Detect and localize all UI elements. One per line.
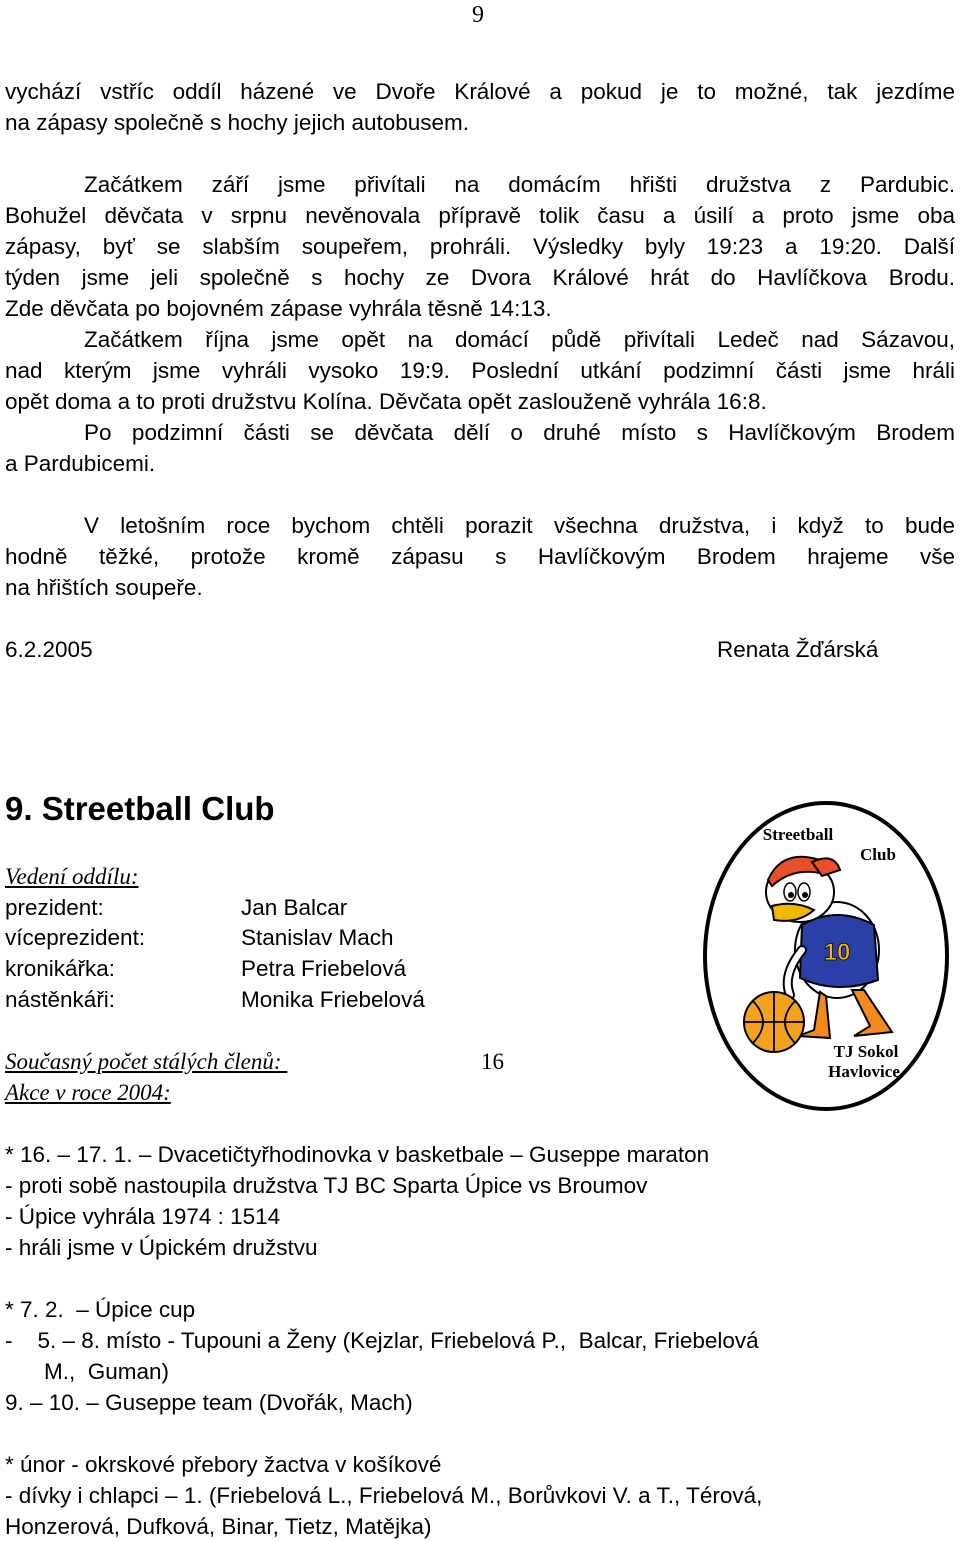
- role-label: kronikářka:: [5, 956, 116, 981]
- action-line: - hráli jsme v Úpickém družstvu: [5, 1235, 318, 1260]
- logo-text: Club: [860, 845, 896, 864]
- paragraph-line: vychází vstříc oddíl házené ve Dvoře Králové a pokud je to možné, tak jezdíme: [5, 79, 955, 104]
- role-label: nástěnkáři:: [5, 987, 116, 1012]
- role-label: víceprezident:: [5, 925, 146, 950]
- members-count: 16: [481, 1049, 504, 1074]
- signature-date: 6.2.2005: [5, 637, 93, 662]
- section-title: 9. Streetball Club: [5, 790, 275, 827]
- action-line: 9. – 10. – Guseppe team (Dvořák, Mach): [5, 1390, 413, 1415]
- logo-text: Havlovice: [828, 1062, 900, 1081]
- action-line: - Úpice vyhrála 1974 : 1514: [5, 1204, 281, 1229]
- page-number: 9: [472, 2, 484, 28]
- action-line: * 16. – 17. 1. – Dvacetičtyřhodinovka v basketbale – Guseppe maraton: [5, 1142, 710, 1167]
- paragraph-line: na hřištích soupeře.: [5, 575, 203, 600]
- role-name: Stanislav Mach: [241, 925, 394, 950]
- paragraph-line: na zápasy společně s hochy jejich autobusem.: [5, 110, 470, 135]
- paragraph-line: Bohužel děvčata v srpnu nevěnovala přípravě tolik času a úsilí a proto jsme oba: [5, 203, 955, 228]
- role-name: Monika Friebelová: [241, 987, 425, 1012]
- logo-text: Streetball: [762, 825, 834, 844]
- logo-text: TJ Sokol: [833, 1042, 899, 1061]
- role-label: prezident:: [5, 895, 104, 920]
- action-line: - proti sobě nastoupila družstva TJ BC Sparta Úpice vs Broumov: [5, 1173, 648, 1198]
- paragraph-line: zápasy, byť se slabším soupeřem, prohráli. Výsledky byly 19:23 a 19:20. Další: [5, 234, 955, 259]
- management-heading: Vedení oddílu:: [5, 864, 139, 889]
- paragraph-line: Začátkem října jsme opět na domácí půdě přivítali Ledeč nad Sázavou,: [84, 327, 955, 352]
- action-line: M., Guman): [44, 1359, 170, 1384]
- members-label: Současný počet stálých členů:: [5, 1049, 288, 1074]
- paragraph-line: V letošním roce bychom chtěli porazit všechna družstva, i když to bude: [84, 513, 955, 538]
- actions-heading: Akce v roce 2004:: [5, 1080, 171, 1105]
- action-line: * únor - okrskové přebory žactva v košíkové: [5, 1452, 442, 1477]
- action-line: * 7. 2. – Úpice cup: [5, 1297, 196, 1322]
- paragraph-line: Zde děvčata po bojovném zápase vyhrála těsně 14:13.: [5, 296, 552, 321]
- signature-name: Renata Žďárská: [717, 637, 879, 662]
- paragraph-line: hodně těžké, protože kromě zápasu s Havlíčkovým Brodem hrajeme vše: [5, 544, 955, 569]
- paragraph-line: opět doma a to proti družstvu Kolína. Děvčata opět zaslouženě vyhrála 16:8.: [5, 389, 767, 414]
- paragraph-line: Po podzimní části se děvčata dělí o druhé místo s Havlíčkovým Brodem: [84, 420, 955, 445]
- action-line: - dívky i chlapci – 1. (Friebelová L., Friebelová M., Borůvkovi V. a T., Térová,: [5, 1483, 763, 1508]
- paragraph-line: nad kterým jsme vyhráli vysoko 19:9. Poslední utkání podzimní části jsme hráli: [5, 358, 955, 383]
- club-logo: [702, 800, 950, 1112]
- paragraph-line: týden jsme jeli společně s hochy ze Dvora Králové hrát do Havlíčkova Brodu.: [5, 265, 955, 290]
- role-name: Petra Friebelová: [241, 956, 407, 981]
- paragraph-line: Začátkem září jsme přivítali na domácím hřišti družstva z Pardubic.: [84, 172, 955, 197]
- action-line: Honzerová, Dufková, Binar, Tietz, Matějka): [5, 1514, 432, 1539]
- jersey-number: 10: [823, 939, 851, 966]
- role-name: Jan Balcar: [241, 895, 348, 920]
- action-line: - 5. – 8. místo - Tupouni a Ženy (Kejzlar, Friebelová P., Balcar, Friebelová: [5, 1328, 759, 1353]
- paragraph-line: a Pardubicemi.: [5, 451, 156, 476]
